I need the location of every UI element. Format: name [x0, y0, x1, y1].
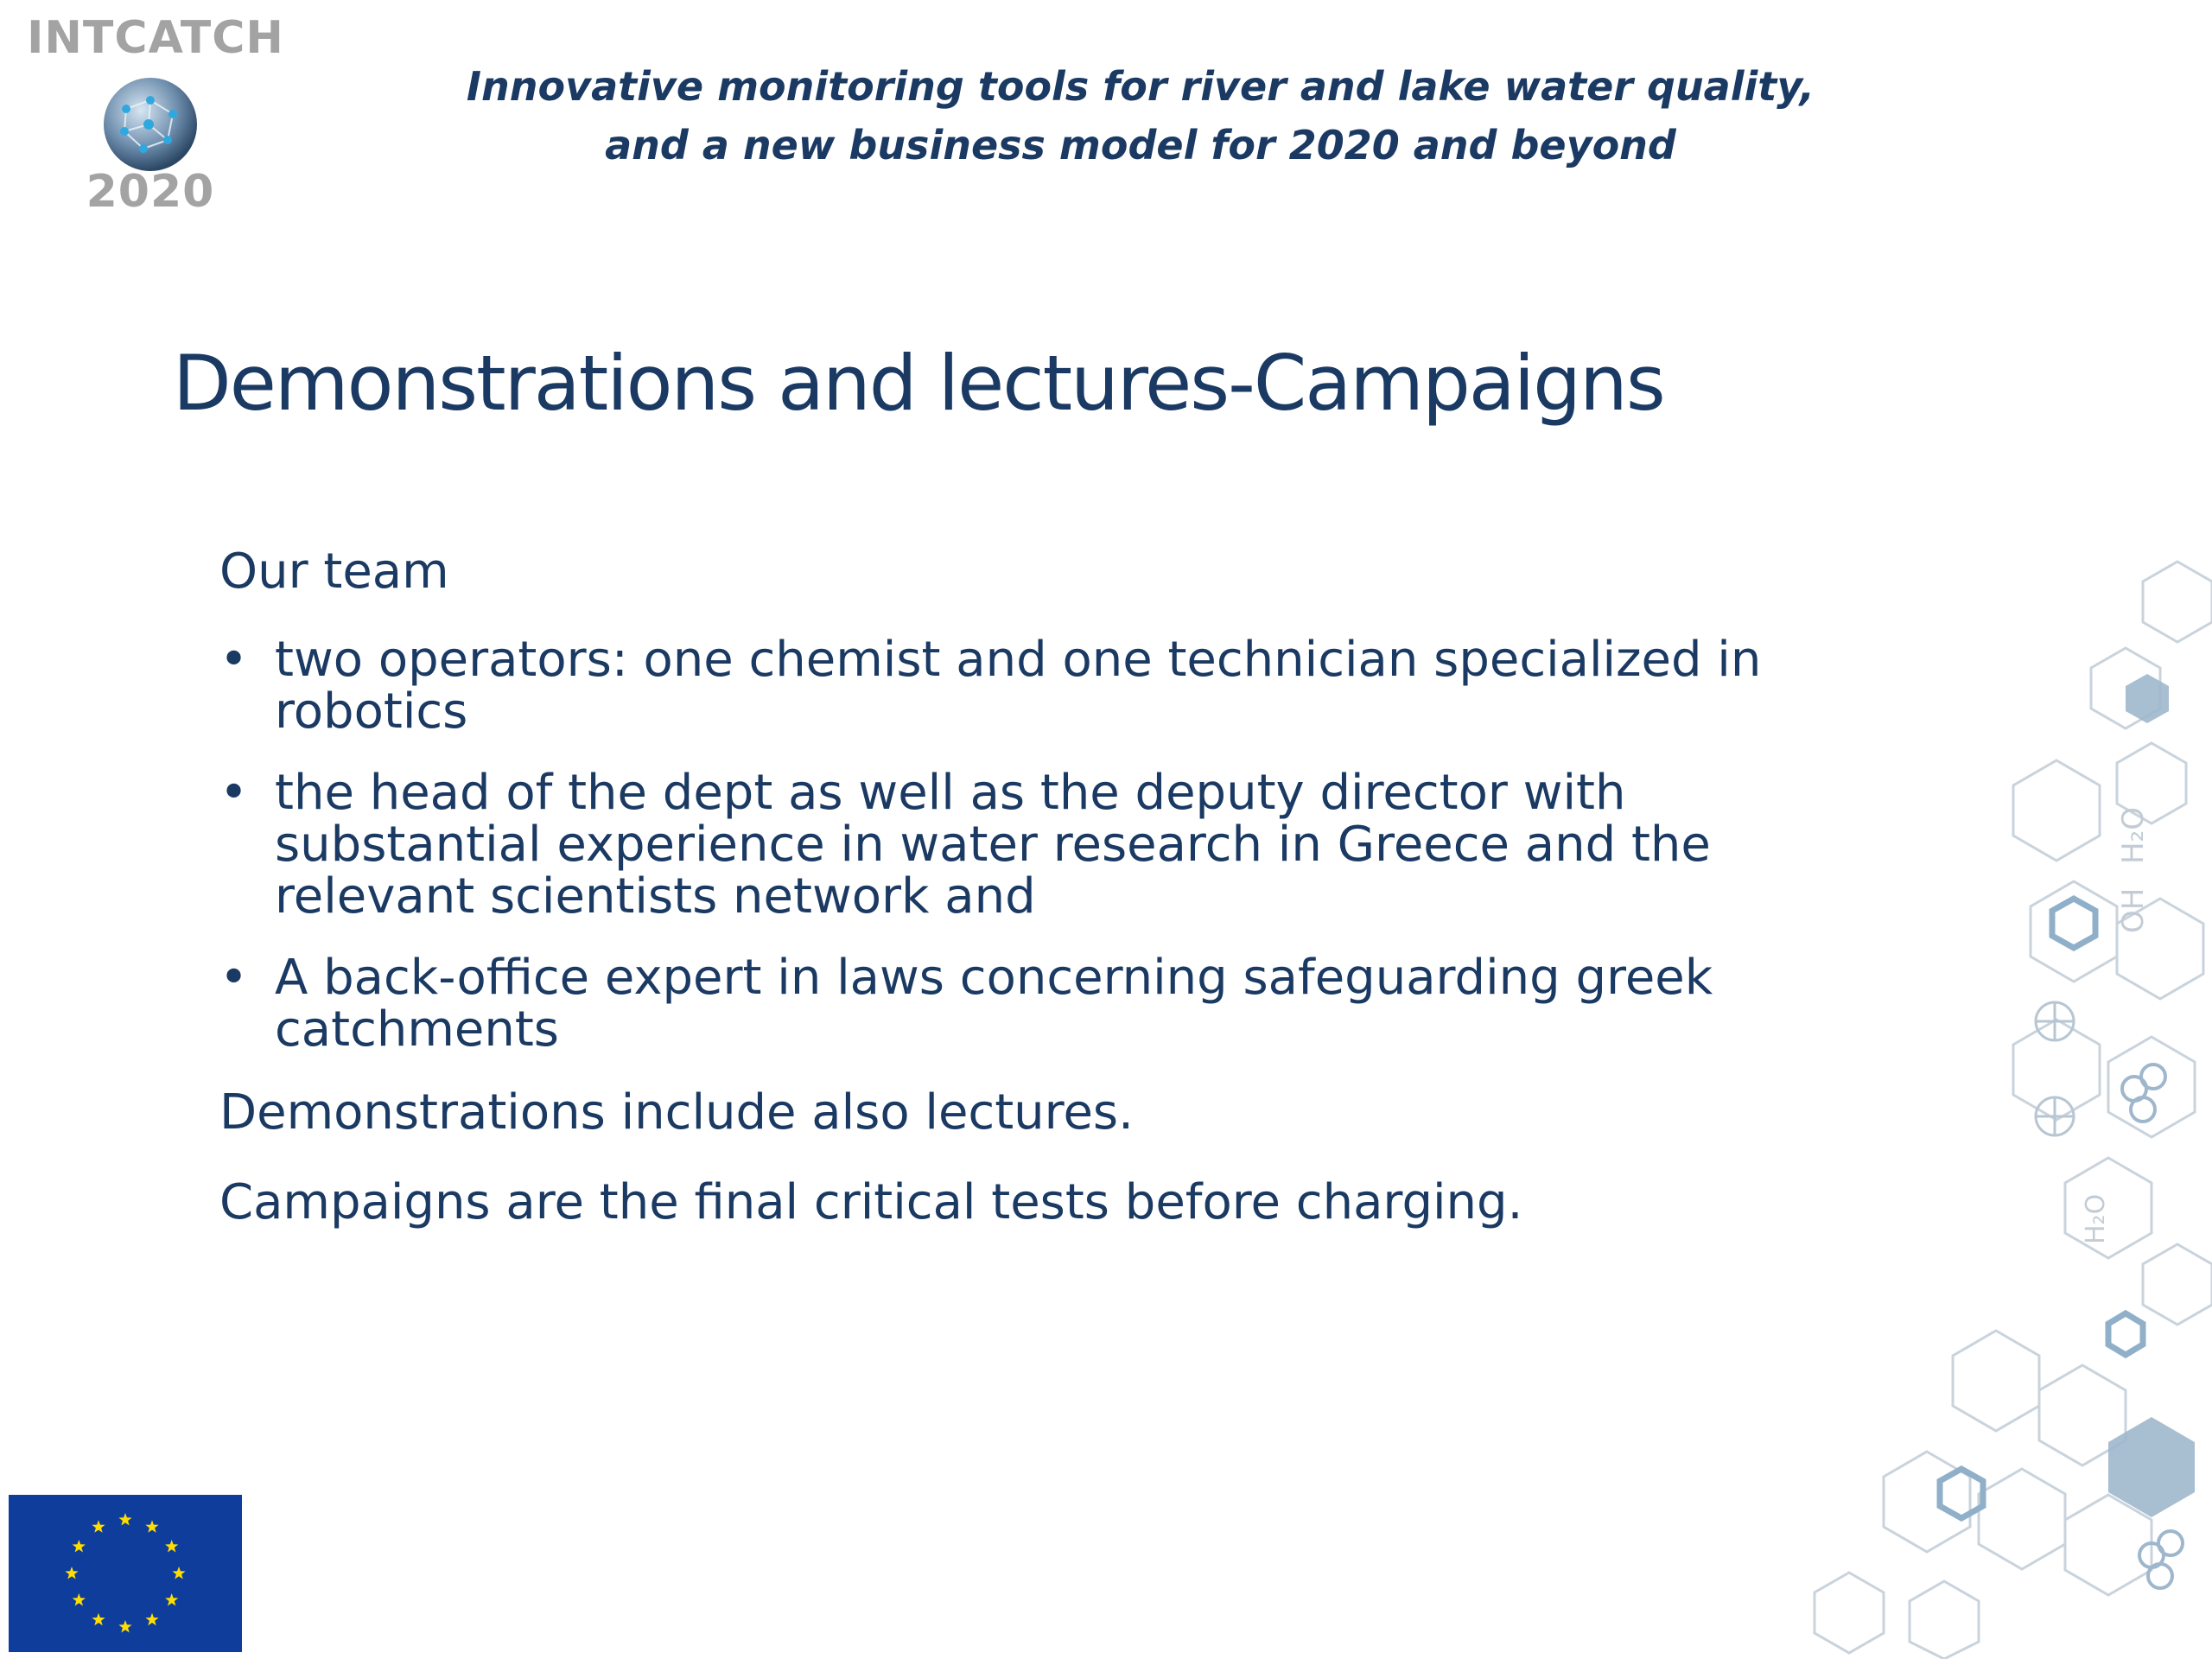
logo-wordmark: INTCATCH [27, 12, 284, 64]
eu-flag-icon [9, 1495, 242, 1652]
header-tagline [449, 57, 1832, 175]
formula-label: H₂O [2081, 1193, 2111, 1244]
bullet-item [219, 952, 1861, 1056]
bullet-text: two operators: one chemist and one technician specialized in robotics [275, 632, 1762, 740]
hexagon-molecule-decoration [1797, 536, 2212, 1659]
bullet-item [219, 634, 1861, 738]
bullet-text: A back-office expert in laws concerning safeguarding greek catchments [275, 950, 1713, 1058]
formula-label: OH [2116, 887, 2151, 933]
tagline-line-1: Innovative monitoring tools for river and lake water quality, [466, 63, 1815, 110]
intcatch-globe-icon [100, 74, 200, 175]
bullet-glyph: • [219, 950, 249, 1006]
bullet-text: the head of the dept as well as the deputy director with substantial experience in water research in Greece and the relevant scientists network and [275, 765, 1711, 925]
bullet-item [219, 767, 1861, 923]
logo-year: 2020 [86, 166, 215, 218]
team-bullet-list [219, 634, 1861, 1056]
slide-title: Demonstrations and lectures-Campaigns [173, 339, 1664, 428]
note-campaigns: Campaigns are the final critical tests before charging. [219, 1174, 1523, 1230]
bullet-glyph: • [219, 632, 249, 688]
tagline-line-2: and a new business model for 2020 and beyond [605, 122, 1676, 168]
formula-label: H₂O [2116, 807, 2151, 864]
note-demonstrations: Demonstrations include also lectures. [219, 1084, 1134, 1141]
bullet-glyph: • [219, 765, 249, 821]
slide-body [219, 544, 1861, 1265]
intro-text: Our team [219, 543, 449, 600]
intcatch-logo [17, 12, 294, 219]
